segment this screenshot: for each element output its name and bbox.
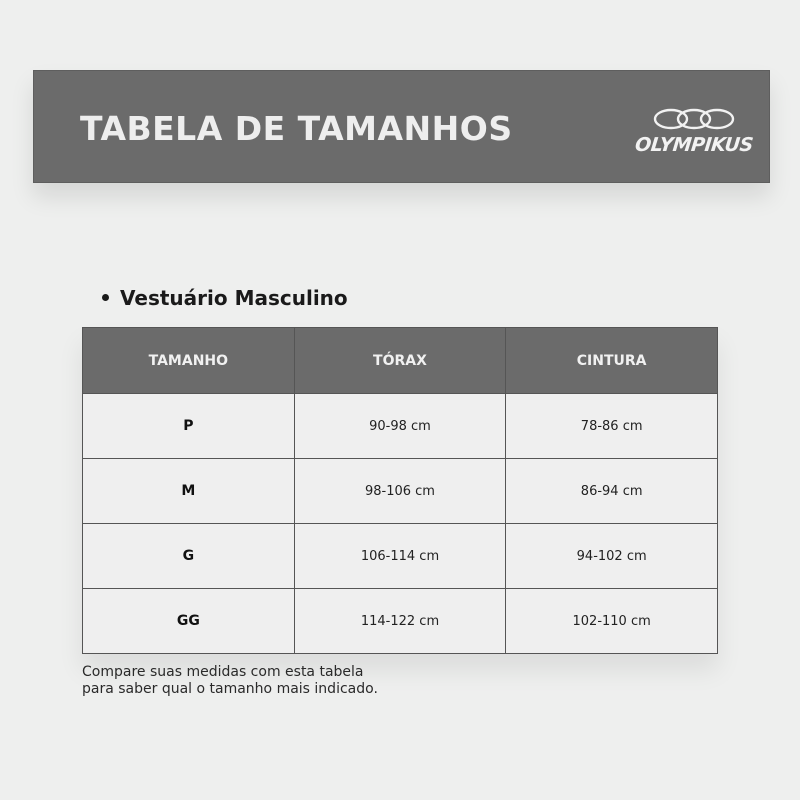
size-cell: G xyxy=(83,524,295,589)
torax-cell: 90-98 cm xyxy=(294,394,506,459)
cintura-cell: 78-86 cm xyxy=(506,394,718,459)
torax-cell: 98-106 cm xyxy=(294,459,506,524)
column-header-torax: TÓRAX xyxy=(294,328,506,394)
cintura-cell: 102-110 cm xyxy=(506,589,718,654)
column-header-tamanho: TAMANHO xyxy=(83,328,295,394)
torax-cell: 106-114 cm xyxy=(294,524,506,589)
table-row xyxy=(83,524,718,589)
size-cell: P xyxy=(83,394,295,459)
section-title: Vestuário Masculino xyxy=(120,286,348,310)
cintura-cell: 86-94 cm xyxy=(506,459,718,524)
olympikus-rings-icon xyxy=(653,106,735,132)
title-banner xyxy=(33,70,770,183)
table-row xyxy=(83,459,718,524)
table-row xyxy=(83,394,718,459)
page-title: TABELA DE TAMANHOS xyxy=(80,109,513,148)
cintura-cell: 94-102 cm xyxy=(506,524,718,589)
footnote xyxy=(82,664,502,698)
size-table xyxy=(82,327,718,654)
section-heading xyxy=(102,285,348,311)
footnote-line-1: Compare suas medidas com esta tabela xyxy=(82,664,364,680)
bullet-icon xyxy=(102,294,109,301)
brand-name: OLYMPIKUS xyxy=(634,134,754,156)
torax-cell: 114-122 cm xyxy=(294,589,506,654)
size-cell: M xyxy=(83,459,295,524)
table-header-row xyxy=(83,328,718,394)
size-cell: GG xyxy=(83,589,295,654)
column-header-cintura: CINTURA xyxy=(506,328,718,394)
brand-logo xyxy=(635,106,753,162)
table-row xyxy=(83,589,718,654)
footnote-line-2: para saber qual o tamanho mais indicado. xyxy=(82,681,378,697)
